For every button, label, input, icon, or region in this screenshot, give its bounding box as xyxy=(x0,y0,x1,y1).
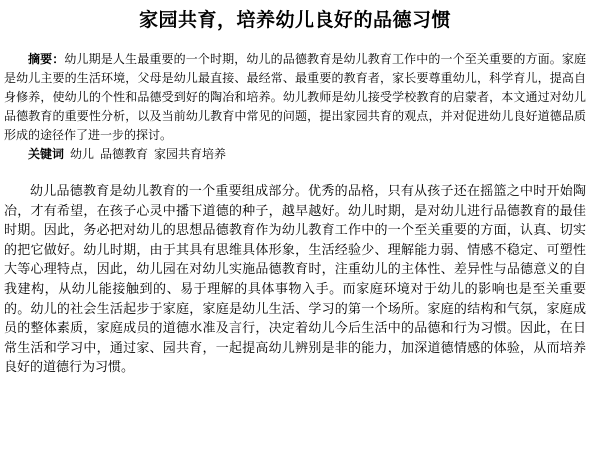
keywords-line xyxy=(4,145,586,164)
body-paragraph: 幼儿品德教育是幼儿教育的一个重要组成部分。优秀的品格，只有从孩子还在摇篮之中时开始陶冶，才有希望，在孩子心灵中播下道德的种子，越早越好。幼儿时期，是对幼儿进行品德教育的最佳时期。因此，务必把对幼儿的思想品德教育作为幼儿教育工作中的一个至关重要的方面，认真、切实的把它做好。幼儿时期，由于其具有思维具体形象，生活经验少、理解能力弱、情感不稳定、可塑性大等心理特点，因此，幼儿园在对幼儿实施品德教育时，注重幼儿的主体性、差异性与品德意义的自我建构，从幼儿能接触到的、易于理解的具体事物入手。而家庭环境对于幼儿的影响也是至关重要的。幼儿的社会生活起步于家庭，家庭是幼儿生活、学习的第一个场所。家庭的结构和气氛，家庭成员的整体素质，家庭成员的道德水准及言行，决定着幼儿今后生活中的品德和行为习惯。因此，在日常生活和学习中，通过家、园共育，一起提高幼儿辨别是非的能力，加深道德情感的体验，从而培养良好的道德行为习惯。 xyxy=(4,184,586,376)
keywords-label: 关键词 xyxy=(28,147,65,161)
article-title: 家园共育，培养幼儿良好的品德习惯 xyxy=(138,9,451,31)
abstract xyxy=(4,50,586,145)
keyword-item: 家园共育培养 xyxy=(154,147,227,161)
keyword-item: 幼儿 xyxy=(70,147,95,161)
abstract-text: 幼儿期是人生最重要的一个时期，幼儿的品德教育是幼儿教育工作中的一个至关重要的方面。家庭是幼儿主要的生活环境，父母是幼儿最直接、最经常、最重要的教育者，家长要尊重幼儿，科学育儿，提高自身修养，使幼儿的个性和品德受到好的陶冶和培养。幼儿教师是幼儿接受学校教育的启蒙者，本文通过对幼儿品德教育的重要性分析，以及当前幼儿教育中常见的问题，提出家园共育的观点，并对促进幼儿良好道德品质形成的途径作了进一步的探讨。 xyxy=(4,52,586,142)
abstract-label: 摘要： xyxy=(28,52,65,66)
keyword-item: 品德教育 xyxy=(100,147,149,161)
